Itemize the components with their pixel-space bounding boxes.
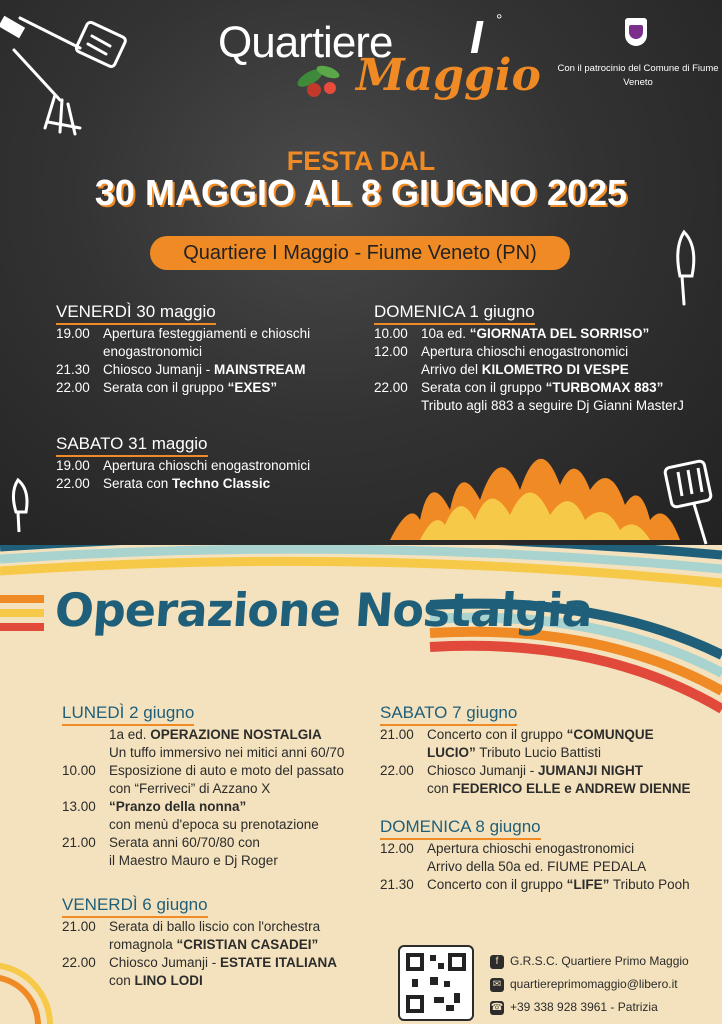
event-row: con “Ferriveci” di Azzano X — [109, 781, 271, 796]
event-row: 21.00 Serata di ballo liscio con l'orchestra — [62, 919, 321, 934]
day-block-sabato-31 — [56, 434, 346, 493]
phone-row[interactable]: ☎ +39 338 928 3961 - Patrizia — [490, 1000, 658, 1014]
event-row: 22.00 Serata con il gruppo “TURBOMAX 883” — [374, 380, 664, 395]
mail-icon: ✉ — [490, 978, 504, 992]
festa-dates: 30 MAGGIO AL 8 GIUGNO 2025 — [94, 172, 628, 213]
event-row: 22.00 Serata con il gruppo “EXES” — [56, 380, 278, 395]
event-row: 13.00 “Pranzo della nonna” — [62, 799, 247, 814]
event-row: Tributo agli 883 a seguire Dj Gianni MasterJ — [421, 398, 684, 413]
day-block-venerdi-30 — [56, 302, 346, 397]
day-block-domenica-1 — [374, 302, 714, 415]
event-row: enogastronomici — [103, 344, 203, 359]
event-row: Arrivo della 50a ed. FIUME PEDALA — [427, 859, 647, 874]
event-row: 21.30 Concerto con il gruppo “LIFE” Tributo Pooh — [380, 877, 690, 892]
festa-line1: FESTA DAL — [286, 146, 436, 176]
event-row: con LINO LODI — [109, 973, 203, 988]
logo-one: I — [470, 11, 483, 63]
event-row: Un tuffo immersivo nei mitici anni 60/70 — [109, 745, 345, 760]
bottom-section — [0, 545, 722, 1024]
day-title: DOMENICA 1 giugno — [374, 302, 535, 325]
email-row[interactable]: ✉ quartiereprimomaggio@libero.it — [490, 973, 689, 996]
event-row: con FEDERICO ELLE e ANDREW DIENNE — [427, 781, 691, 796]
event-row: 12.00 Apertura chioschi enogastronomici — [380, 841, 635, 856]
event-row: 12.00 Apertura chioschi enogastronomici — [374, 344, 629, 359]
retro-circle-decor — [0, 925, 60, 1024]
event-row: con menù d'epoca su prenotazione — [109, 817, 319, 832]
day-block-sabato-7 — [380, 703, 720, 798]
facebook-row[interactable]: f G.R.S.C. Quartiere Primo Maggio — [490, 950, 689, 973]
event-row: il Maestro Mauro e Dj Roger — [109, 853, 278, 868]
spatula-fork-icon — [0, 0, 140, 150]
day-title: SABATO 31 maggio — [56, 434, 208, 457]
event-row: 22.00 Chiosco Jumanji - ESTATE ITALIANA — [62, 955, 338, 970]
day-title: VENERDÌ 30 maggio — [56, 302, 216, 325]
logo-degree: ° — [496, 12, 503, 29]
day-title: LUNEDÌ 2 giugno — [62, 703, 194, 726]
location-pill: Quartiere I Maggio - Fiume Veneto (PN) — [150, 236, 570, 270]
patronage-text: Con il patrocinio del Comune di Fiume Veneto — [557, 63, 719, 88]
event-row: 10.00 10a ed. “GIORNATA DEL SORRISO” — [374, 326, 650, 341]
day-title: VENERDÌ 6 giugno — [62, 895, 208, 918]
knife-icon-small — [4, 476, 34, 536]
event-row: 10.00 Esposizione di auto e moto del passato — [62, 763, 344, 778]
event-row: 21.00 Serata anni 60/70/80 con — [62, 835, 260, 850]
event-row: 22.00 Chiosco Jumanji - JUMANJI NIGHT — [380, 763, 644, 778]
contact-block — [490, 950, 689, 1019]
leaf-emblem-icon — [292, 58, 352, 102]
event-row: 19.00 Apertura festeggiamenti e chioschi — [56, 326, 311, 341]
day-block-lunedi-2 — [62, 703, 372, 870]
facebook-icon: f — [490, 955, 504, 969]
event-row: 22.00 Serata con Techno Classic — [56, 476, 271, 491]
event-row: romagnola “CRISTIAN CASADEI” — [109, 937, 319, 952]
day-title: DOMENICA 8 giugno — [380, 817, 541, 840]
day-block-domenica-8 — [380, 817, 720, 894]
knife-icon — [664, 228, 704, 308]
event-row: 1a ed. OPERAZIONE NOSTALGIA — [109, 727, 322, 742]
crest-icon — [625, 18, 647, 46]
day-title: SABATO 7 giugno — [380, 703, 517, 726]
flame-icon — [390, 430, 690, 545]
event-row: 21.30 Chiosco Jumanji - MAINSTREAM — [56, 362, 306, 377]
day-block-venerdi-6 — [62, 895, 372, 990]
nostalgia-title: Operazione Nostalgia — [53, 583, 594, 637]
event-row: 21.00 Concerto con il gruppo “COMUNQUE — [380, 727, 654, 742]
event-row: LUCIO” Tributo Lucio Battisti — [427, 745, 602, 760]
logo-quartiere: Quartiere — [218, 18, 393, 67]
logo-maggio: Maggio — [356, 50, 541, 101]
qr-code[interactable] — [398, 945, 474, 1021]
event-row: 19.00 Apertura chioschi enogastronomici — [56, 458, 311, 473]
phone-icon: ☎ — [490, 1001, 504, 1013]
event-row: Arrivo del KILOMETRO DI VESPE — [421, 362, 629, 377]
